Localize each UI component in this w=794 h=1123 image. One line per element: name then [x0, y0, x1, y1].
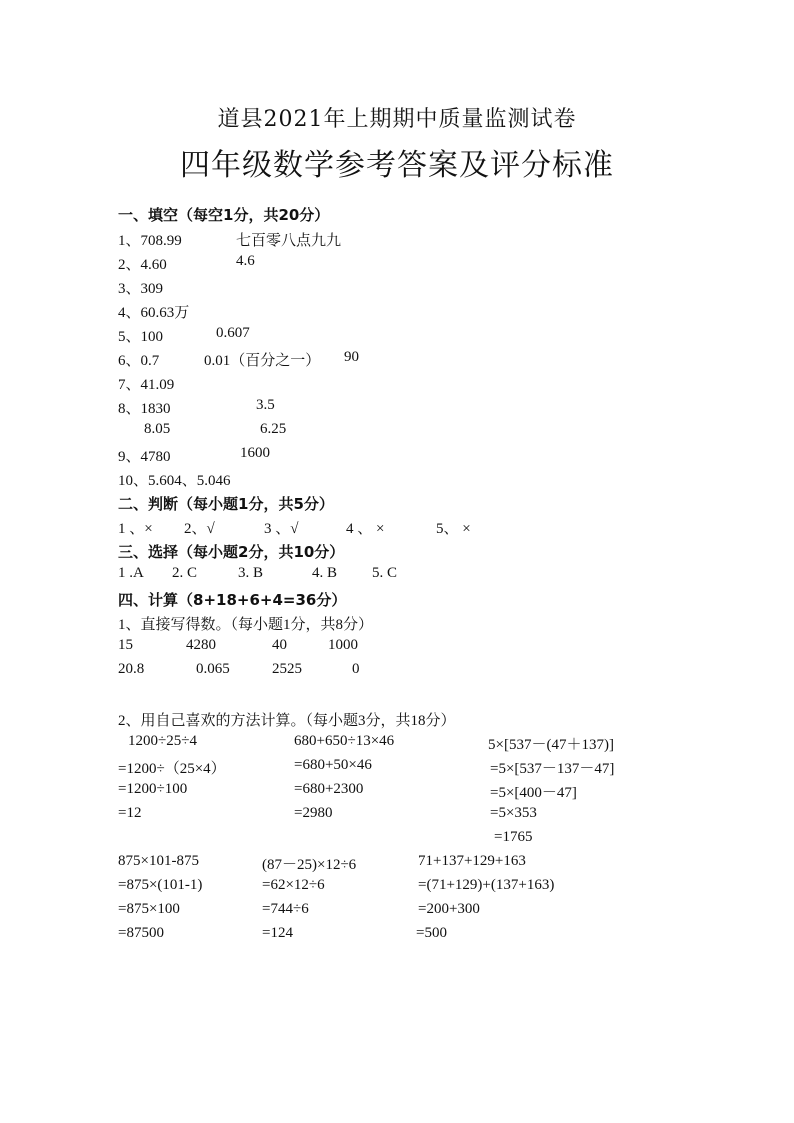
judge-answer-3: 3 、√	[264, 521, 299, 537]
answer-1-a: 1、708.99	[118, 233, 182, 249]
calc-c-step-3: =5×[400－47]	[490, 785, 577, 801]
answer-6-a: 6、0.7	[118, 353, 160, 369]
calc-d-step-2: =875×(101-1)	[118, 877, 203, 893]
judge-answer-2: 2、√	[184, 521, 215, 537]
calc-e-step-4: =124	[262, 925, 293, 941]
answer-3: 3、309	[118, 281, 164, 297]
choice-answer-4: 4. B	[312, 565, 338, 581]
oral-answer-8: 0	[352, 661, 360, 677]
calc-f-step-1: 71+137+129+163	[418, 853, 526, 869]
section-1-heading: 一、填空（每空1分，共20分）	[118, 206, 330, 224]
section-4-heading: 四、计算（8+18+6+4=36分）	[118, 591, 347, 609]
calc-a-step-1: 1200÷25÷4	[128, 733, 197, 749]
answer-7: 7、41.09	[118, 377, 175, 393]
calc-f-step-2: =(71+129)+(137+163)	[418, 877, 555, 893]
choice-answer-3: 3. B	[238, 565, 264, 581]
answer-9-b: 1600	[240, 445, 270, 461]
answer-2-b: 4.6	[236, 253, 255, 269]
choice-answer-5: 5. C	[372, 565, 398, 581]
answer-6-b: 0.01（百分之一）	[204, 353, 321, 369]
calc-a-step-4: =12	[118, 805, 142, 821]
calc-d-step-4: =87500	[118, 925, 164, 941]
calc-b-step-4: =2980	[294, 805, 333, 821]
calc-a-step-3: =1200÷100	[118, 781, 188, 797]
calc-b-step-2: =680+50×46	[294, 757, 372, 773]
exam-title: 道县2021年上期期中质量监测试卷	[217, 107, 577, 132]
oral-answer-3: 40	[272, 637, 287, 653]
calc-a-step-2: =1200÷（25×4）	[118, 761, 226, 777]
calc-d-step-1: 875×101-875	[118, 853, 199, 869]
answer-10: 10、5.604、5.046	[118, 473, 231, 489]
answer-5-b: 0.607	[216, 325, 250, 341]
oral-answer-5: 20.8	[118, 661, 145, 677]
answer-8-d: 6.25	[260, 421, 287, 437]
part-1-heading: 1、直接写得数。（每小题1分，共8分）	[118, 617, 374, 633]
choice-answer-2: 2. C	[172, 565, 198, 581]
answer-9-a: 9、4780	[118, 449, 171, 465]
calc-c-step-4: =5×353	[490, 805, 537, 821]
calc-f-step-3: =200+300	[418, 901, 480, 917]
calc-d-step-3: =875×100	[118, 901, 180, 917]
answer-2-a: 2、4.60	[118, 257, 167, 273]
answer-8-b: 3.5	[256, 397, 275, 413]
answer-6-c: 90	[344, 349, 359, 365]
section-2-heading: 二、判断（每小题1分，共5分）	[118, 495, 334, 513]
answer-4: 4、60.63万	[118, 305, 190, 321]
calc-b-step-3: =680+2300	[294, 781, 364, 797]
choice-answer-1: 1 .A	[118, 565, 144, 581]
answer-8-c: 8.05	[144, 421, 171, 437]
answer-5-a: 5、100	[118, 329, 164, 345]
oral-answer-1: 15	[118, 637, 133, 653]
judge-answer-4: 4 、 ×	[346, 521, 385, 537]
part-2-heading: 2、用自己喜欢的方法计算。（每小题3分，共18分）	[118, 713, 456, 729]
calc-c-step-5: =1765	[494, 829, 533, 845]
oral-answer-4: 1000	[328, 637, 358, 653]
section-3-heading: 三、选择（每小题2分，共10分）	[118, 543, 345, 561]
calc-e-step-2: =62×12÷6	[262, 877, 325, 893]
judge-answer-5: 5、 ×	[436, 521, 471, 537]
calc-e-step-3: =744÷6	[262, 901, 309, 917]
oral-answer-7: 2525	[272, 661, 302, 677]
oral-answer-2: 4280	[186, 637, 216, 653]
answer-1-b: 七百零八点九九	[236, 233, 342, 249]
calc-c-step-2: =5×[537－137－47]	[490, 761, 615, 777]
oral-answer-6: 0.065	[196, 661, 230, 677]
answer-key-title: 四年级数学参考答案及评分标准	[180, 148, 614, 183]
calc-b-step-1: 680+650÷13×46	[294, 733, 395, 749]
calc-e-step-1: (87－25)×12÷6	[262, 857, 357, 873]
answer-8-a: 8、1830	[118, 401, 171, 417]
calc-f-step-4: =500	[416, 925, 447, 941]
calc-c-step-1: 5×[537－(47＋137)]	[488, 737, 614, 753]
judge-answer-1: 1 、×	[118, 521, 153, 537]
